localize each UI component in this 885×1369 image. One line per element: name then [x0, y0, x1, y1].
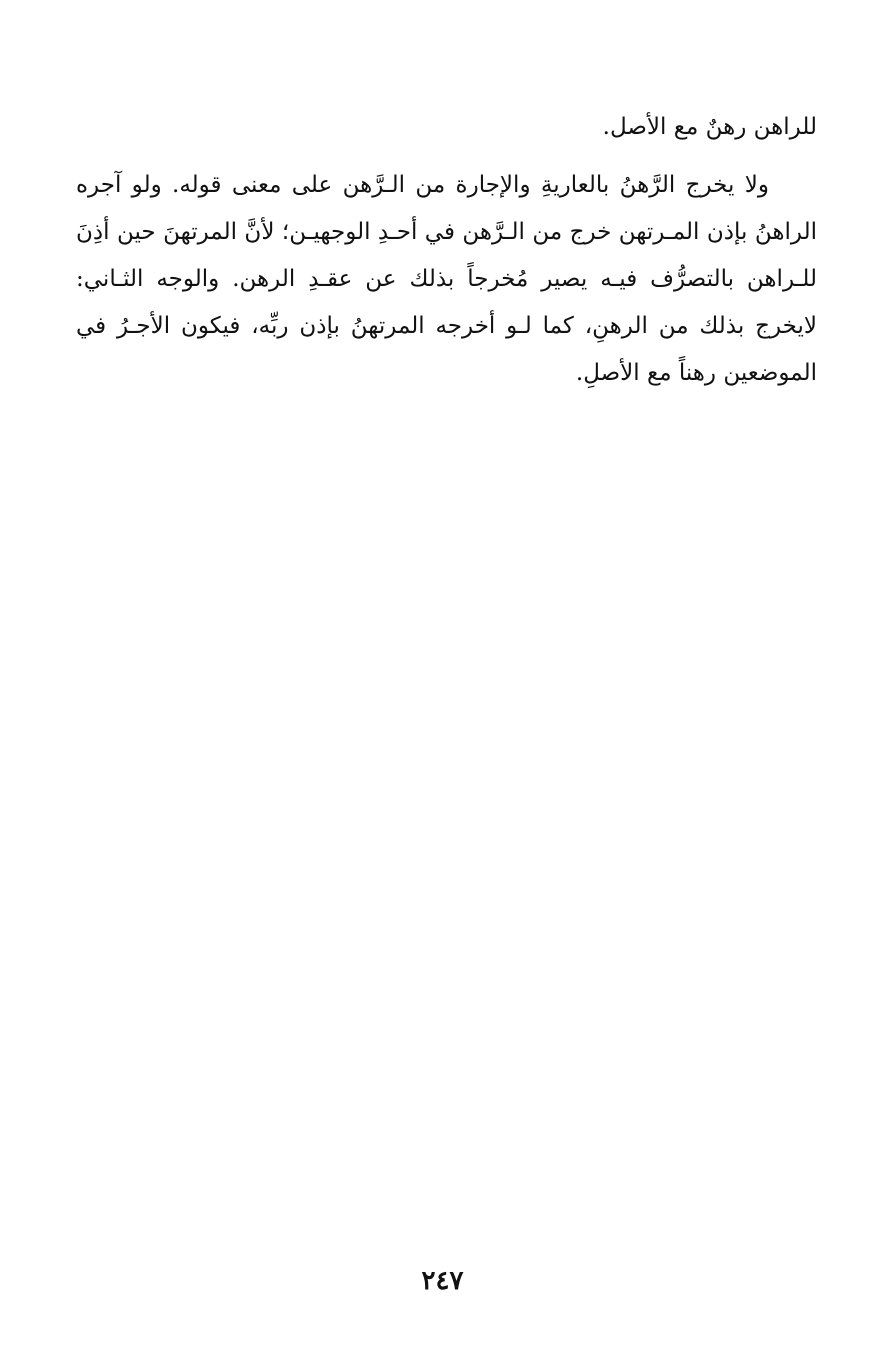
body-paragraph: ولا يخرج الرَّهنُ بالعاريةِ والإجارة من الـرَّهن على معنى قوله. ولو آجره الراهنُ بإذن المـرتهن خرج من الـرَّهن في أحـدِ الوجهيـن؛ لأنَّ المرتهنَ حين أذِنَ للـراهن بالتصرُّف فيـه يصير مُخرجاً بذلك عن عقـدِ الرهن. والوجه الثـاني: لايخرج بذلك من الرهنِ، كما لـو أخرجه المرتهنُ بإذن ربِّه، فيكون الأجـرُ في الموضعين رهناً مع الأصلِ. [76, 172, 817, 386]
page-text-block [76, 104, 817, 397]
page-number: ٢٤٧ [421, 1266, 464, 1296]
continued-text-line: للراهن رهنٌ مع الأصل. [602, 114, 817, 140]
